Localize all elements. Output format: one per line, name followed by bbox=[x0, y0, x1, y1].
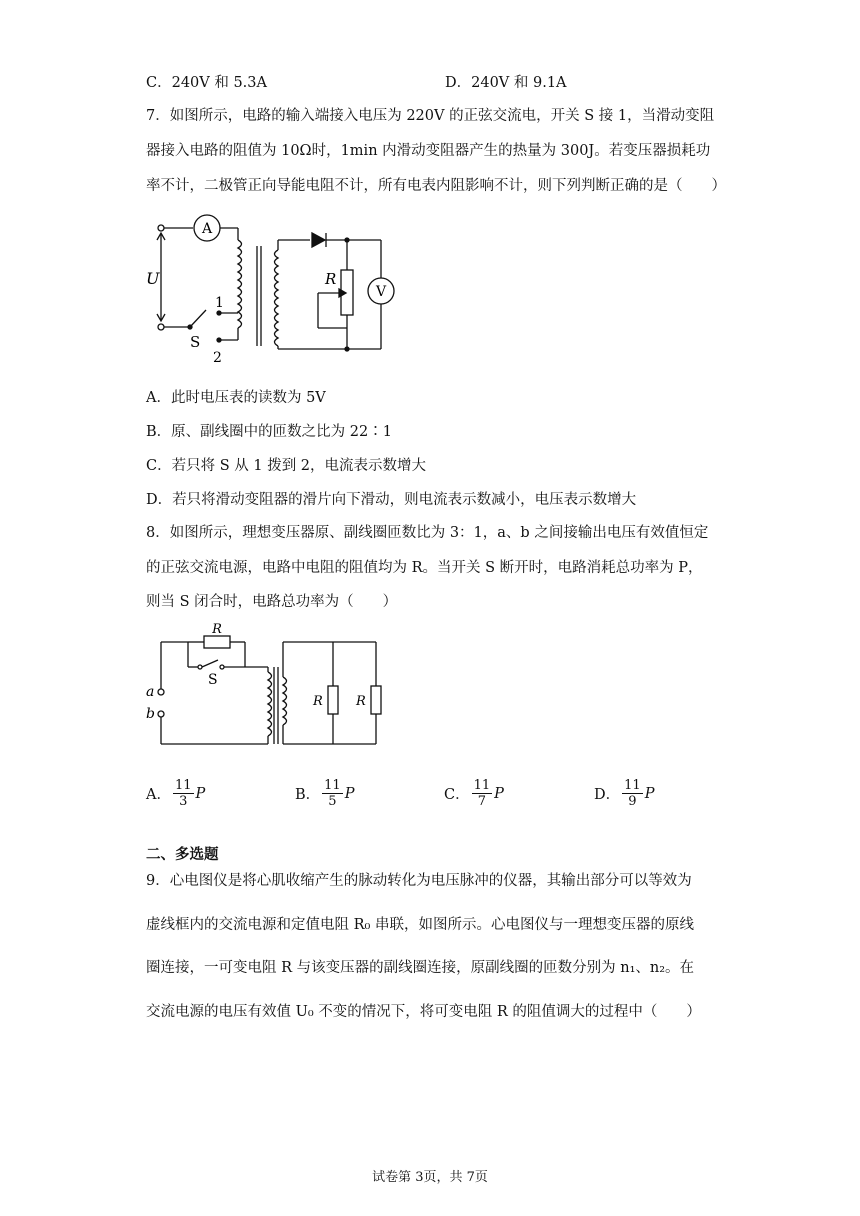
section-title-multiple-choice: 二、多选题 bbox=[146, 846, 219, 863]
q8-option-a bbox=[146, 778, 205, 809]
q8-option-c-var: P bbox=[494, 785, 504, 802]
q7-stem-line-3: 率不计，二极管正向导能电阻不计，所有电表内阻影响不计，则下列判断正确的是（ ） bbox=[146, 178, 726, 194]
q8-option-b-var: P bbox=[344, 785, 355, 802]
q8-option-c-denominator: 7 bbox=[477, 794, 487, 809]
q6-option-c: C．240V 和 5.3A bbox=[146, 75, 267, 91]
q8-option-d-var: P bbox=[644, 785, 655, 802]
q7-option-c: C．若只将 S 从 1 拨到 2，电流表示数增大 bbox=[146, 458, 427, 474]
resistor-label: R bbox=[325, 270, 337, 288]
q9-stem-line-1: 9．心电图仪是将心肌收缩产生的脉动转化为电压脉冲的仪器，其输出部分可以等效为 bbox=[146, 873, 692, 889]
tap-1-label: 1 bbox=[215, 295, 224, 311]
q8-option-c-letter: C． bbox=[444, 787, 470, 803]
q6-option-d: D．240V 和 9.1A bbox=[445, 75, 567, 91]
page-footer: 试卷第 3页，共 7页 bbox=[372, 1170, 488, 1185]
q8-option-d-numerator: 11 bbox=[624, 778, 641, 793]
q8-switch-label: S bbox=[208, 672, 218, 688]
switch-label: S bbox=[190, 333, 201, 351]
q8-option-d-letter: D． bbox=[594, 787, 621, 803]
q8-option-d bbox=[594, 778, 654, 809]
q8-option-b-numerator: 11 bbox=[324, 778, 341, 793]
terminal-b-label: b bbox=[146, 706, 155, 722]
q7-option-d: D．若只将滑动变阻器的滑片向下滑动，则电流表示数减小，电压表示数增大 bbox=[146, 492, 637, 508]
q8-stem-line-1: 8．如图所示，理想变压器原、副线圈匝数比为 3：1，a、b 之间接输出电压有效值恒定 bbox=[146, 525, 709, 541]
q8-option-a-fraction bbox=[173, 778, 194, 809]
q7-stem-line-2: 器接入电路的阻值为 10Ω时，1min 内滑动变阻器产生的热量为 300J。若变压器损耗功 bbox=[146, 143, 711, 159]
q8-resistor-2-label: R bbox=[356, 694, 366, 709]
q8-circuit-diagram bbox=[140, 622, 390, 752]
q7-circuit-diagram bbox=[140, 210, 400, 370]
q8-option-c-fraction bbox=[472, 778, 493, 809]
q8-option-a-var: P bbox=[195, 785, 206, 802]
terminal-a-label: a bbox=[146, 684, 155, 700]
q8-resistor-1-label: R bbox=[313, 694, 323, 709]
q9-stem-line-2: 虚线框内的交流电源和定值电阻 R₀ 串联，如图所示。心电图仪与一理想变压器的原线 bbox=[146, 917, 694, 933]
q7-stem-line-1: 7．如图所示，电路的输入端接入电压为 220V 的正弦交流电，开关 S 接 1，当滑动变阻 bbox=[146, 108, 715, 124]
q8-option-b bbox=[295, 778, 354, 809]
q8-option-d-denominator: 9 bbox=[628, 794, 637, 809]
q8-stem-line-2: 的正弦交流电源，电路中电阻的阻值均为 R。当开关 S 断开时，电路消耗总功率为 P， bbox=[146, 560, 703, 576]
q8-option-b-denominator: 5 bbox=[328, 794, 337, 809]
voltage-label: U bbox=[146, 269, 160, 288]
q8-option-b-letter: B． bbox=[295, 787, 321, 803]
q8-stem-line-3: 则当 S 闭合时，电路总功率为（ ） bbox=[146, 594, 398, 610]
q8-option-a-denominator: 3 bbox=[179, 794, 188, 809]
q8-option-a-letter: A． bbox=[146, 787, 171, 803]
voltmeter-label: V bbox=[375, 284, 387, 300]
q8-option-c-numerator: 11 bbox=[473, 778, 491, 793]
ammeter-label: A bbox=[201, 221, 213, 237]
q9-stem-line-3: 圈连接，一可变电阻 R 与该变压器的副线圈连接，原副线圈的匝数分别为 n₁、n₂。在 bbox=[146, 960, 695, 976]
q8-option-d-fraction bbox=[622, 778, 643, 809]
q7-option-b: B．原、副线圈中的匝数之比为 22∶1 bbox=[146, 424, 392, 440]
q9-stem-line-4: 交流电源的电压有效值 U₀ 不变的情况下，将可变电阻 R 的阻值调大的过程中（ ） bbox=[146, 1004, 701, 1020]
q7-option-a: A．此时电压表的读数为 5V bbox=[146, 390, 326, 406]
q8-option-c bbox=[444, 778, 504, 809]
q8-option-a-numerator: 11 bbox=[174, 778, 192, 793]
q8-top-resistor-label: R bbox=[212, 622, 222, 637]
tap-2-label: 2 bbox=[213, 350, 222, 366]
q8-option-b-fraction bbox=[322, 778, 343, 809]
